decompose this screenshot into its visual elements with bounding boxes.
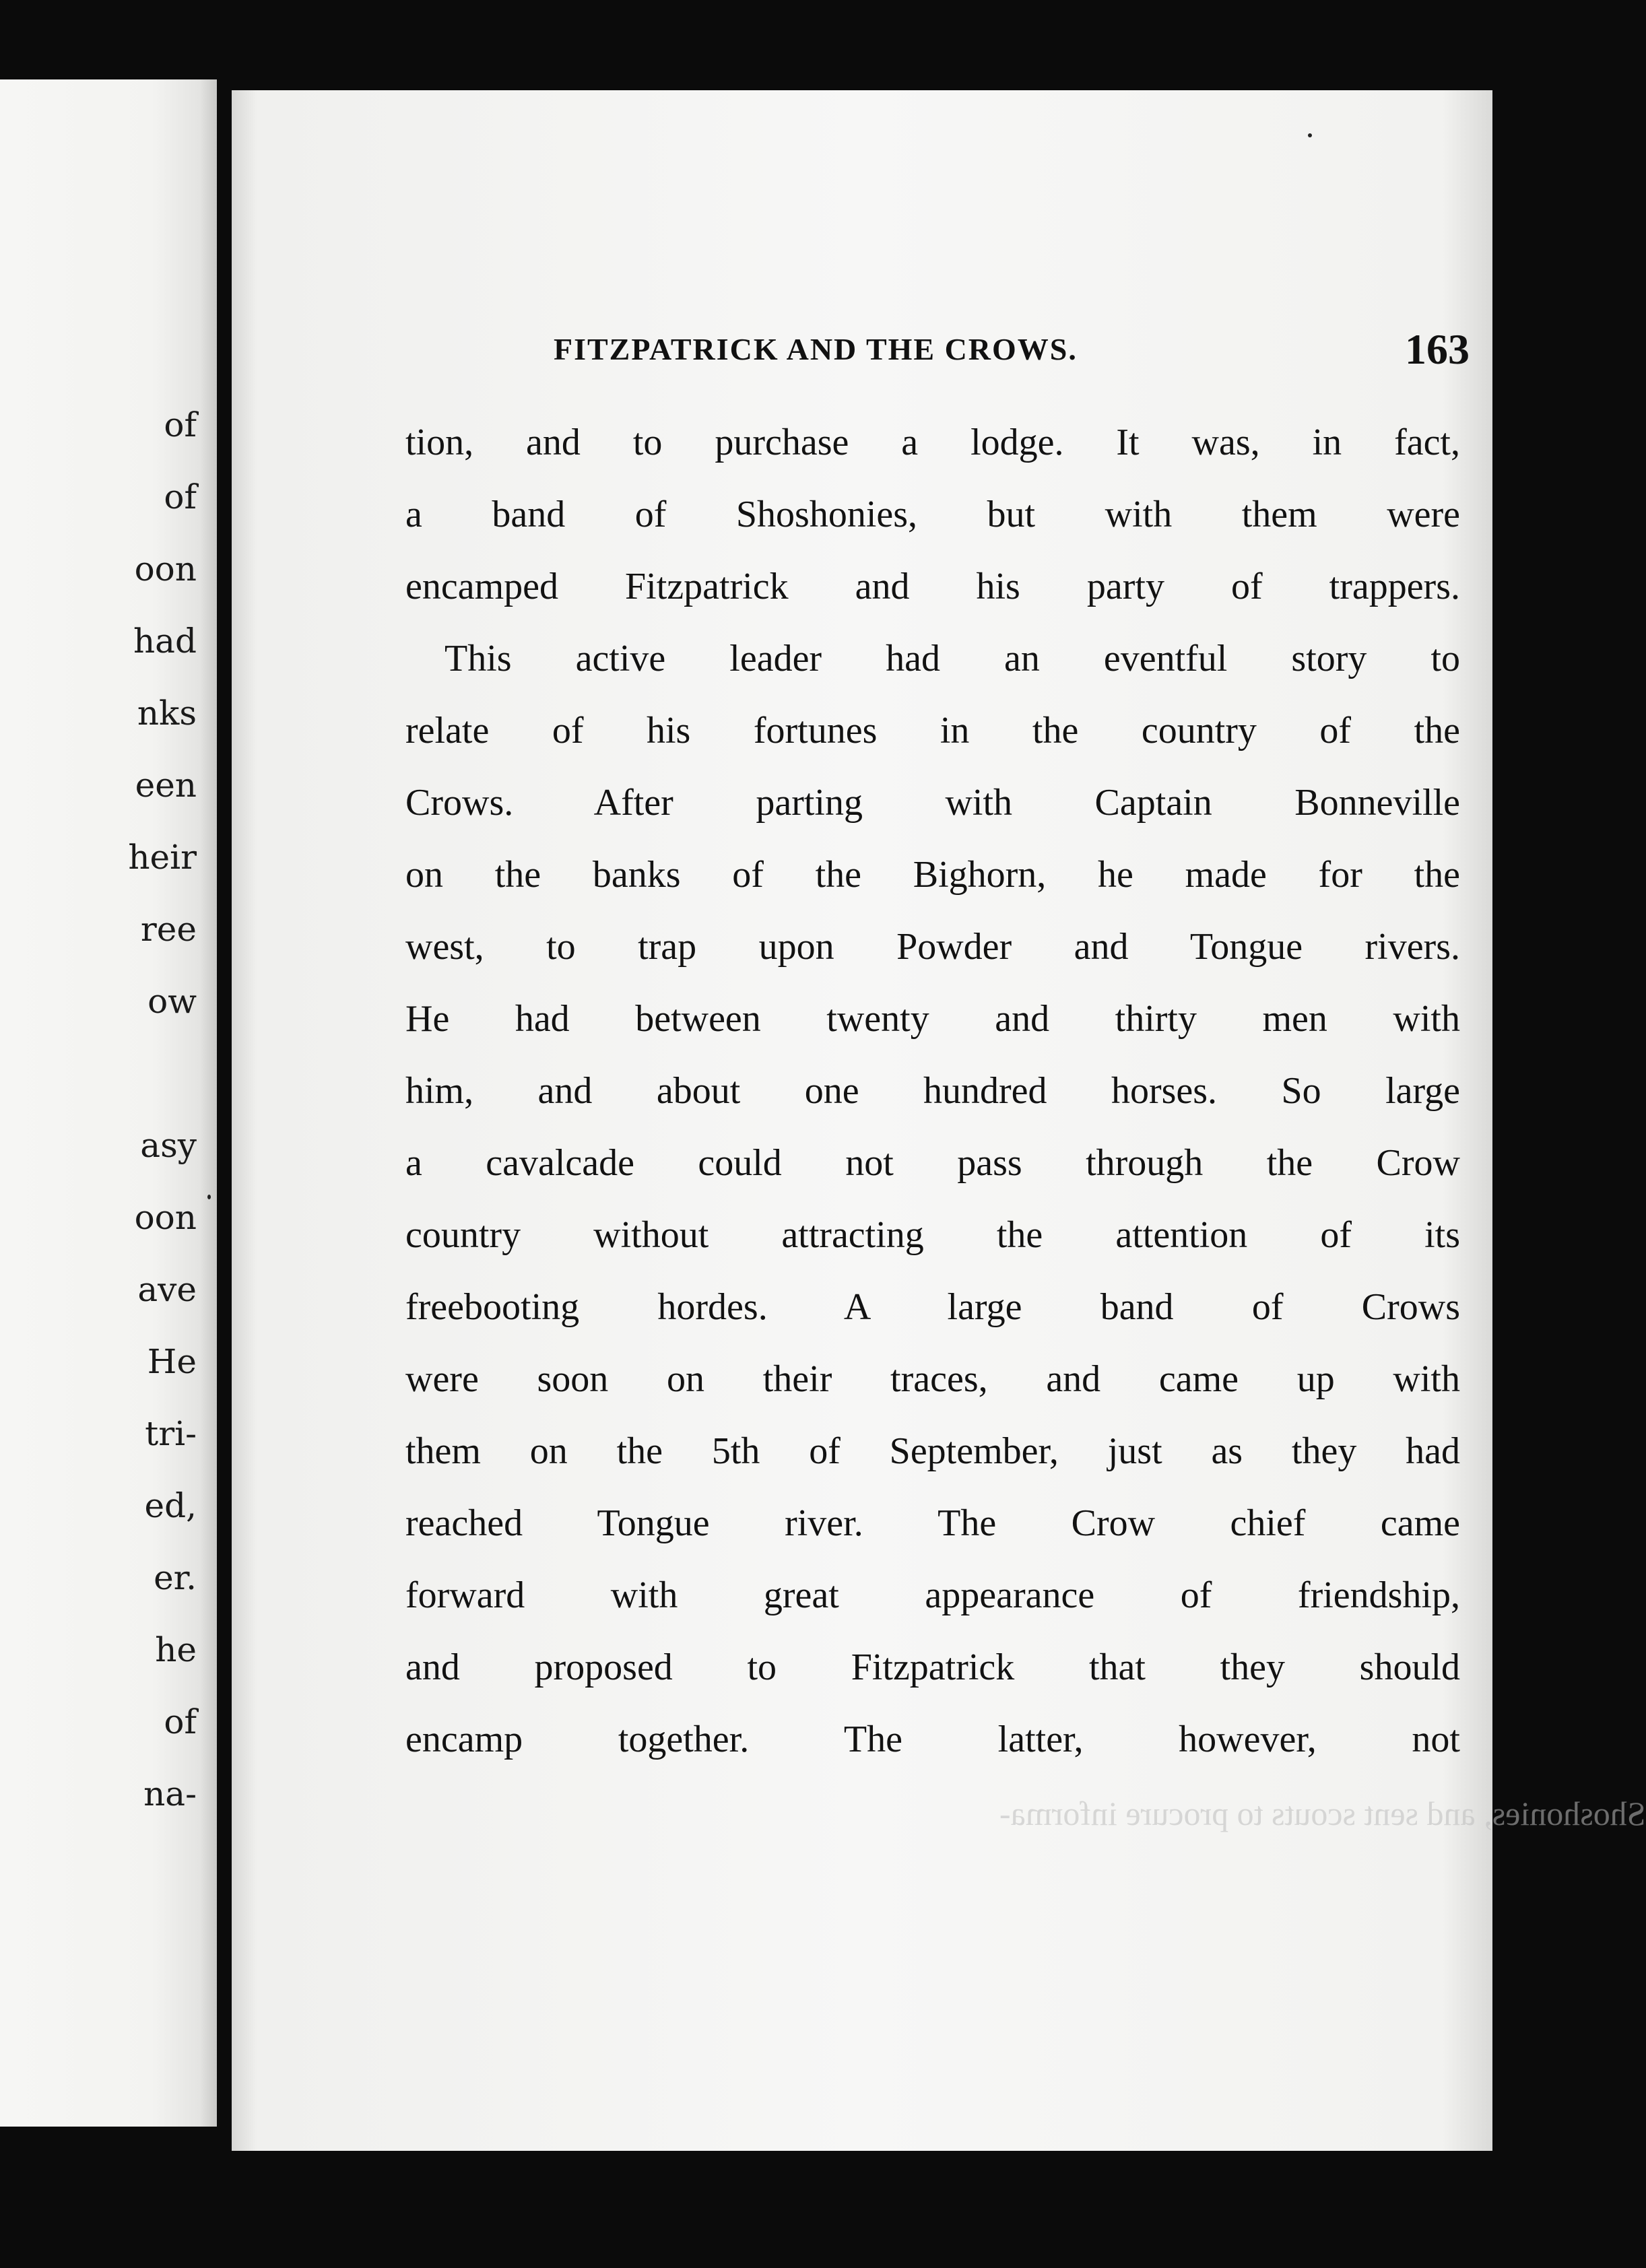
right-page <box>232 90 1646 2151</box>
text-line: freebooting hordes. A large band of Crows <box>405 1286 1460 1328</box>
text-line: encamped Fitzpatrick and his party of trappers. <box>405 566 1460 607</box>
text-line: reached Tongue river. The Crow chief came <box>405 1502 1460 1544</box>
text-line: He had between twenty and thirty men with <box>405 998 1460 1040</box>
bleed-through-text: Shoshonies, and sent scouts to procure informa- <box>999 1795 1646 1832</box>
left-fragment: oon <box>134 549 197 589</box>
text-line: tion, and to purchase a lodge. It was, in fact, <box>405 422 1460 463</box>
text-line: country without attracting the attention of its <box>405 1214 1460 1256</box>
left-fragment: een <box>135 766 197 805</box>
page-number: 163 <box>1405 325 1470 373</box>
text-line: and proposed to Fitzpatrick that they should <box>405 1646 1460 1688</box>
left-fragment: He <box>147 1342 197 1381</box>
left-fragment: er. <box>154 1558 197 1597</box>
text-line: a cavalcade could not pass through the Crow <box>405 1142 1460 1184</box>
left-fragment: nks <box>137 694 197 733</box>
left-fragment: oon <box>134 1198 197 1237</box>
left-fragment: of <box>164 477 197 516</box>
text-line: Crows. After parting with Captain Bonneville <box>405 782 1460 824</box>
text-line: west, to trap upon Powder and Tongue rivers. <box>405 926 1460 968</box>
left-page <box>0 79 217 2127</box>
left-fragment: na- <box>143 1774 197 1813</box>
running-head-title: FITZPATRICK AND THE CROWS. <box>554 332 1078 366</box>
left-fragment: ed, <box>144 1486 197 1525</box>
left-fragment: ave <box>137 1270 197 1309</box>
left-fragment: asy <box>140 1126 197 1165</box>
text-line: encamp together. The latter, however, not <box>405 1719 1460 1760</box>
text-line: on the banks of the Bighorn, he made for the <box>405 854 1460 896</box>
text-line: him, and about one hundred horses. So large <box>405 1070 1460 1112</box>
body-text <box>405 407 1460 1776</box>
paper-speck <box>1308 133 1312 137</box>
text-line: This active leader had an eventful story to <box>445 638 1460 679</box>
left-fragment: he <box>155 1630 197 1669</box>
text-line: them on the 5th of September, just as they had <box>405 1430 1460 1472</box>
left-fragment: tri- <box>145 1414 197 1453</box>
text-line: forward with great appearance of friendship, <box>405 1574 1460 1616</box>
paper-speck <box>207 1195 211 1199</box>
running-head <box>554 325 1470 378</box>
text-line: relate of his fortunes in the country of the <box>405 710 1460 752</box>
left-fragment: ree <box>140 910 197 949</box>
left-fragment: of <box>164 1702 197 1741</box>
left-fragment: ow <box>147 982 197 1021</box>
text-line: were soon on their traces, and came up with <box>405 1358 1460 1400</box>
left-fragment: had <box>133 622 197 661</box>
left-fragment: of <box>164 405 197 444</box>
text-line: a band of Shoshonies, but with them were <box>405 494 1460 535</box>
left-fragment: heir <box>128 838 197 877</box>
